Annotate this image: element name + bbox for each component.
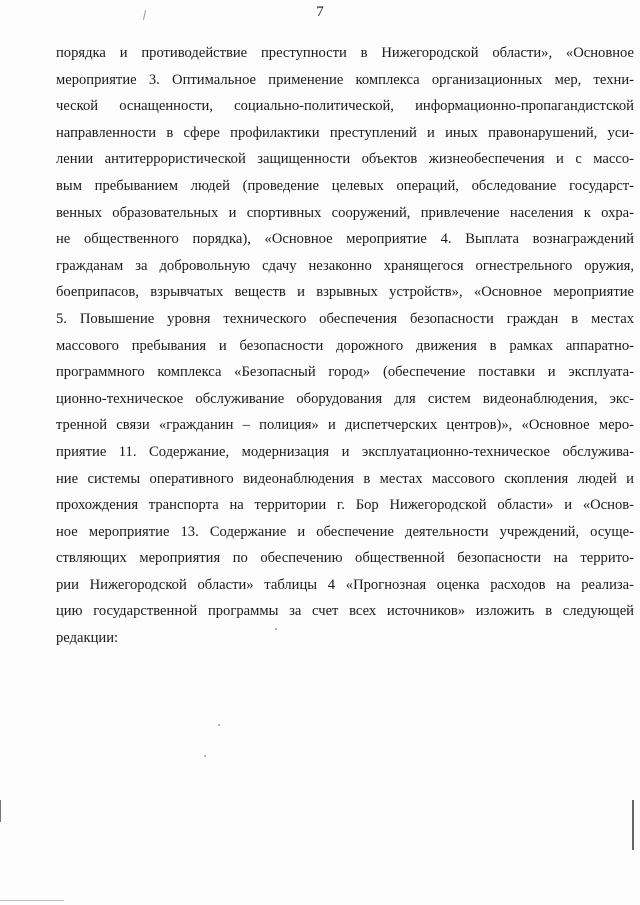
scan-artifact <box>632 800 634 850</box>
paragraph-line: венных образовательных и спортивных сооружений, привлечение населения к охра- <box>56 204 634 221</box>
paragraph-line: массового пребывания и безопасности дорожного движения в рамках аппаратно- <box>56 337 634 354</box>
paragraph-line: боеприпасов, взрывчатых веществ и взрывных устройств», «Основное мероприятие <box>56 284 634 301</box>
paragraph-line: ствляющих мероприятия по обеспечению общественной безопасности на террито- <box>56 550 634 567</box>
paragraph-line: рии Нижегородской области» таблицы 4 «Прогнозная оценка расходов на реализа- <box>56 576 634 593</box>
scan-artifact <box>0 900 64 901</box>
page-number: 7 <box>316 4 324 20</box>
paragraph-line: ческой оснащенности, социально-политической, информационно-пропагандистской <box>56 98 634 115</box>
paragraph-line: лении антитеррористической защищенности объектов жизнеобеспечения и с массо- <box>56 151 634 168</box>
paragraph-line: 5. Повышение уровня технического обеспечения безопасности граждан в местах <box>56 310 634 327</box>
paragraph-line: ное мероприятие 13. Содержание и обеспечение деятельности учреждений, осуще- <box>56 523 634 540</box>
scan-speck <box>218 724 220 726</box>
paragraph-line: направленности в сфере профилактики преступлений и иных правонарушений, уси- <box>56 124 634 141</box>
paragraph-line: приятие 11. Содержание, модернизация и эксплуатационно-техническое обслужива- <box>56 443 634 460</box>
paragraph-line: программного комплекса «Безопасный город» (обеспечение поставки и эксплуата- <box>56 364 634 381</box>
paragraph-line: редакции: <box>56 630 119 647</box>
scan-speck <box>275 628 277 630</box>
paragraph-line: ционно-техническое обслуживание оборудования для систем видеонаблюдения, экс- <box>56 390 634 407</box>
paragraph-line: не общественного порядка), «Основное мероприятие 4. Выплата вознаграждений <box>56 231 634 248</box>
paragraph-line: порядка и противодействие преступности в Нижегородской области», «Основное <box>56 45 634 61</box>
scan-artifact <box>0 800 1 822</box>
paragraph-line: мероприятие 3. Оптимальное применение комплекса организационных мер, техни- <box>56 71 634 88</box>
scan-speck <box>204 755 206 757</box>
paragraph-line: цию государственной программы за счет всех источников» изложить в следующей <box>56 603 634 620</box>
paragraph-line: ние системы оперативного видеонаблюдения в местах массового скопления людей и <box>56 470 634 487</box>
body-paragraph <box>56 40 634 652</box>
paragraph-line: гражданам за добровольную сдачу незаконно хранящегося огнестрельного оружия, <box>56 257 634 274</box>
paragraph-line: тренной связи «гражданин – полиция» и диспетчерских центров)», «Основное меро- <box>56 417 634 434</box>
paragraph-line: вым пребыванием людей (проведение целевых операций, обследование государст- <box>56 177 634 194</box>
paragraph-line: прохождения транспорта на территории г. Бор Нижегородской области» и «Основ- <box>56 497 634 514</box>
